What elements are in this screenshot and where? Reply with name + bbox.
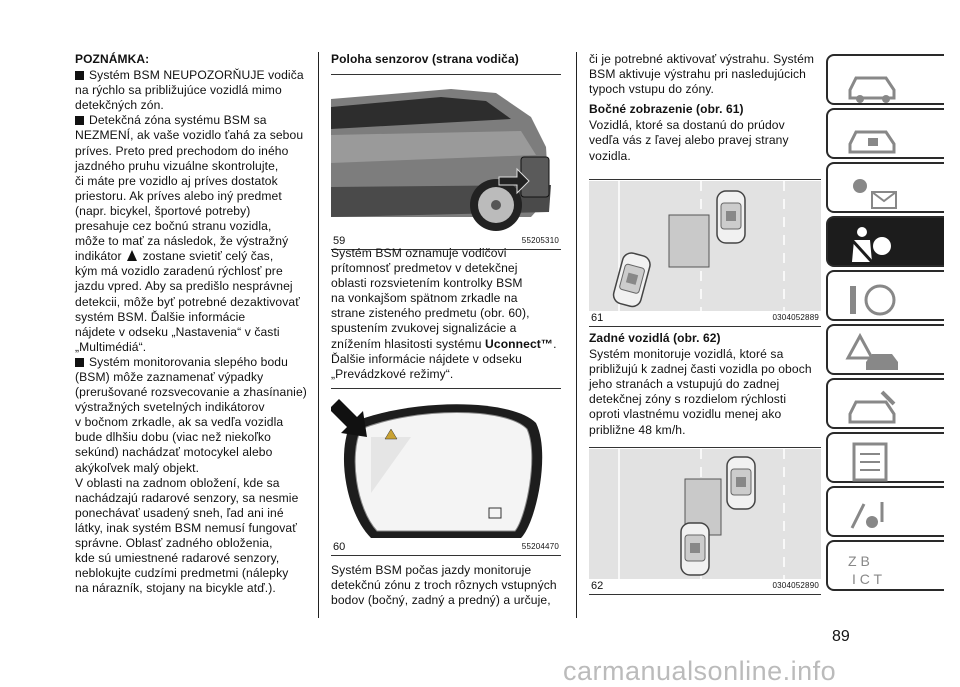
chapter-tab[interactable] (826, 540, 944, 591)
text-line: Vozidlá, ktoré sa dostanú do prúdov (589, 118, 785, 133)
note-line: na nárazník, stojany na bicykle atď.). (75, 581, 276, 596)
column-2 (331, 52, 561, 68)
chapter-tab[interactable] (826, 108, 944, 159)
text-line: strane zisteného predmetu (obr. 60), (331, 306, 530, 321)
note-line: či máte pre vozidlo aj príves dostatok (75, 173, 278, 188)
watermark: carmanualsonline.info (563, 656, 837, 686)
note-line: neblokujte cudzími predmetmi (nálepky (75, 566, 289, 581)
page-number: 89 (832, 628, 850, 645)
side-lanes-diagram (589, 181, 821, 311)
rear-lanes-diagram (589, 449, 821, 579)
note-line: nachádzajú radarové senzory, sa nesmie (75, 490, 299, 505)
note-line: akýkoľvek malý objekt. (75, 460, 200, 475)
indicator-pre: indikátor (75, 249, 122, 264)
column-3 (589, 52, 821, 164)
text-line: detekčnú zónu z troch rôznych vstupných (331, 578, 557, 593)
lights-mail-icon (842, 170, 906, 212)
figure-code: 0304052890 (772, 581, 819, 590)
note-line: jazdu vpred. Aby sa predišlo nesprávnej (75, 279, 293, 294)
text-line: oblasti rozsvietením kontrolky BSM (331, 276, 523, 291)
figure-code: 55205310 (521, 236, 559, 245)
note-heading: POZNÁMKA: (75, 52, 150, 66)
note-line: V oblasti na zadnom obložení, kde sa (75, 475, 280, 490)
column-3-rear (589, 331, 821, 438)
chapter-tab[interactable] (826, 324, 944, 375)
note-line: priestoru. Ak príves alebo iný predmet (75, 188, 282, 203)
text-line: spustením zvukovej signalizácie a (331, 321, 517, 336)
indicator-line (75, 249, 311, 264)
column-1 (75, 52, 311, 596)
text-line: vozidla. (589, 148, 631, 163)
index-letters-icon (842, 548, 906, 590)
car-info-icon (842, 62, 906, 104)
text-line: Systém BSM oznamuje vodičovi (331, 246, 507, 260)
note-line: sekúnd) nachádzať motocykel alebo (75, 445, 273, 460)
note-line: (BSM) môže zaznamenať výpadky (75, 369, 264, 384)
chapter-tab[interactable] (826, 432, 944, 483)
note-line: Systém monitorovania slepého bodu (75, 355, 311, 370)
note-line: (napr. bicykel, športové potreby) (75, 203, 251, 218)
note-line: výstražných svetelných indikátorov (75, 400, 265, 415)
seatbelt-airbag-icon (842, 224, 906, 266)
figure-code: 0304052889 (772, 313, 819, 322)
note-line: správne. Oblasť zadného obloženia, (75, 536, 273, 550)
car-service-icon (842, 386, 906, 428)
note-line: ponechávať usadený sneh, ľad ani iné (75, 505, 284, 520)
chapter-tab[interactable] (826, 378, 944, 429)
figure-60 (331, 388, 561, 556)
side-mirror-image (331, 393, 561, 543)
note-line: systém BSM. Ďalšie informácie (75, 309, 246, 324)
figure-number: 61 (591, 312, 604, 324)
figure-number: 59 (333, 235, 346, 247)
note-line: príves. Preto pred prechodom do iného (75, 143, 289, 158)
note-line: bude dlhšiu dobu (viac než niekoľko (75, 430, 271, 445)
note-line: jazdného pruhu vizuálne skontrolujte, (75, 158, 279, 173)
text-line: typoch vstupu do zóny. (589, 82, 715, 97)
text-line: prítomnosť predmetov v detekčnej (331, 261, 518, 276)
sensor-heading: Poloha senzorov (strana vodiča) (331, 52, 519, 66)
note-line: presahuje cez bočnú stranu vozidla, (75, 219, 272, 234)
checklist-icon (842, 440, 906, 482)
column-divider-1 (318, 52, 319, 618)
chapter-tab[interactable] (826, 162, 944, 213)
figure-62 (589, 447, 821, 595)
text-line: Systém BSM počas jazdy monitoruje (331, 563, 532, 577)
text-line: Ďalšie informácie nájdete v odseku (331, 351, 522, 366)
figure-61 (589, 179, 821, 327)
note-line: kým má vozidlo zaradenú rýchlosť pre (75, 264, 283, 279)
svg-text:Z B: Z B (848, 553, 870, 569)
note-line: v bočnom zrkadle, ak sa vedľa vozidla (75, 415, 284, 430)
note-line: detekcii, môže byť potrebné dezaktivovať (75, 294, 300, 309)
column-2-para2 (331, 563, 561, 608)
text-line: či je potrebné aktivovať výstrahu. Systém (589, 52, 815, 66)
note-line: Detekčná zóna systému BSM sa (75, 113, 311, 128)
text-line: oproti vlastnému vozidlu menej ako (589, 407, 782, 422)
note-line: Systém BSM NEUPOZORŇUJE vodiča (75, 68, 311, 83)
text-line: bodov (bočný, zadný a predný) a určuje, (331, 593, 551, 608)
note-line: NEZMENÍ, ak vaše vozidlo ťahá za sebou (75, 128, 304, 143)
note-line: kde sú umiestnené radarové senzory, (75, 551, 280, 566)
text-line: približne 48 km/h. (589, 422, 686, 437)
note-line: na rýchlo sa približujúce vozidlá mimo (75, 83, 282, 98)
note-line: látky, inak systém BSM nemusí fungovať (75, 520, 297, 535)
multimedia-icon (842, 494, 906, 536)
column-2-para1 (331, 246, 561, 382)
figure-code: 55204470 (521, 542, 559, 551)
note-line: (prerušované rozsvecovanie a zhasínanie) (75, 385, 307, 400)
note-line: nájdete v odseku „Nastavenia“ v časti (75, 324, 280, 339)
note-line: môže to mať za následok, že výstražný (75, 234, 289, 249)
text-line: na vonkajšom spätnom zrkadle na (331, 291, 518, 306)
figure-number: 62 (591, 580, 604, 592)
warning-car-icon (842, 332, 906, 374)
text-line: približujú k zadnej časti vozidla po oboch (589, 362, 812, 377)
rear-heading: Zadné vozidlá (obr. 62) (589, 331, 721, 345)
note-lines-2 (75, 264, 311, 596)
note-line: detekčných zón. (75, 98, 164, 113)
chapter-tab[interactable] (826, 270, 944, 321)
suv-rear-image (331, 77, 561, 235)
steering-fuel-icon (842, 278, 906, 320)
text-line: „Prevádzkové režimy“. (331, 366, 454, 381)
car-lock-icon (842, 116, 906, 158)
note-line: „Multimédiá“. (75, 339, 147, 354)
chapter-tab[interactable] (826, 486, 944, 537)
svg-text:I C T: I C T (852, 571, 883, 587)
text-line: jeho stranách a vstupujú do zadnej (589, 377, 780, 392)
figure-59 (331, 74, 561, 250)
warning-triangle-icon (127, 250, 137, 261)
text-line: Systém monitoruje vozidlá, ktoré sa (589, 347, 784, 362)
chapter-tab[interactable] (826, 54, 944, 105)
figure-number: 60 (333, 541, 346, 553)
text-line: detekčnej zóny s rozdielom rýchlosti (589, 392, 787, 407)
text-line: vedľa vás z ľavej alebo pravej strany (589, 133, 789, 148)
chapter-tab[interactable] (826, 216, 944, 267)
note-lines (75, 68, 311, 249)
side-view-heading: Bočné zobrazenie (obr. 61) (589, 102, 744, 117)
uconnect-line: znížením hlasitosti systému Uconnect™. (331, 336, 557, 351)
column-divider-2 (576, 52, 577, 618)
text-line: BSM aktivuje výstrahu pri nasledujúcich (589, 67, 806, 82)
indicator-post: zostane svietiť celý čas, (142, 249, 274, 264)
